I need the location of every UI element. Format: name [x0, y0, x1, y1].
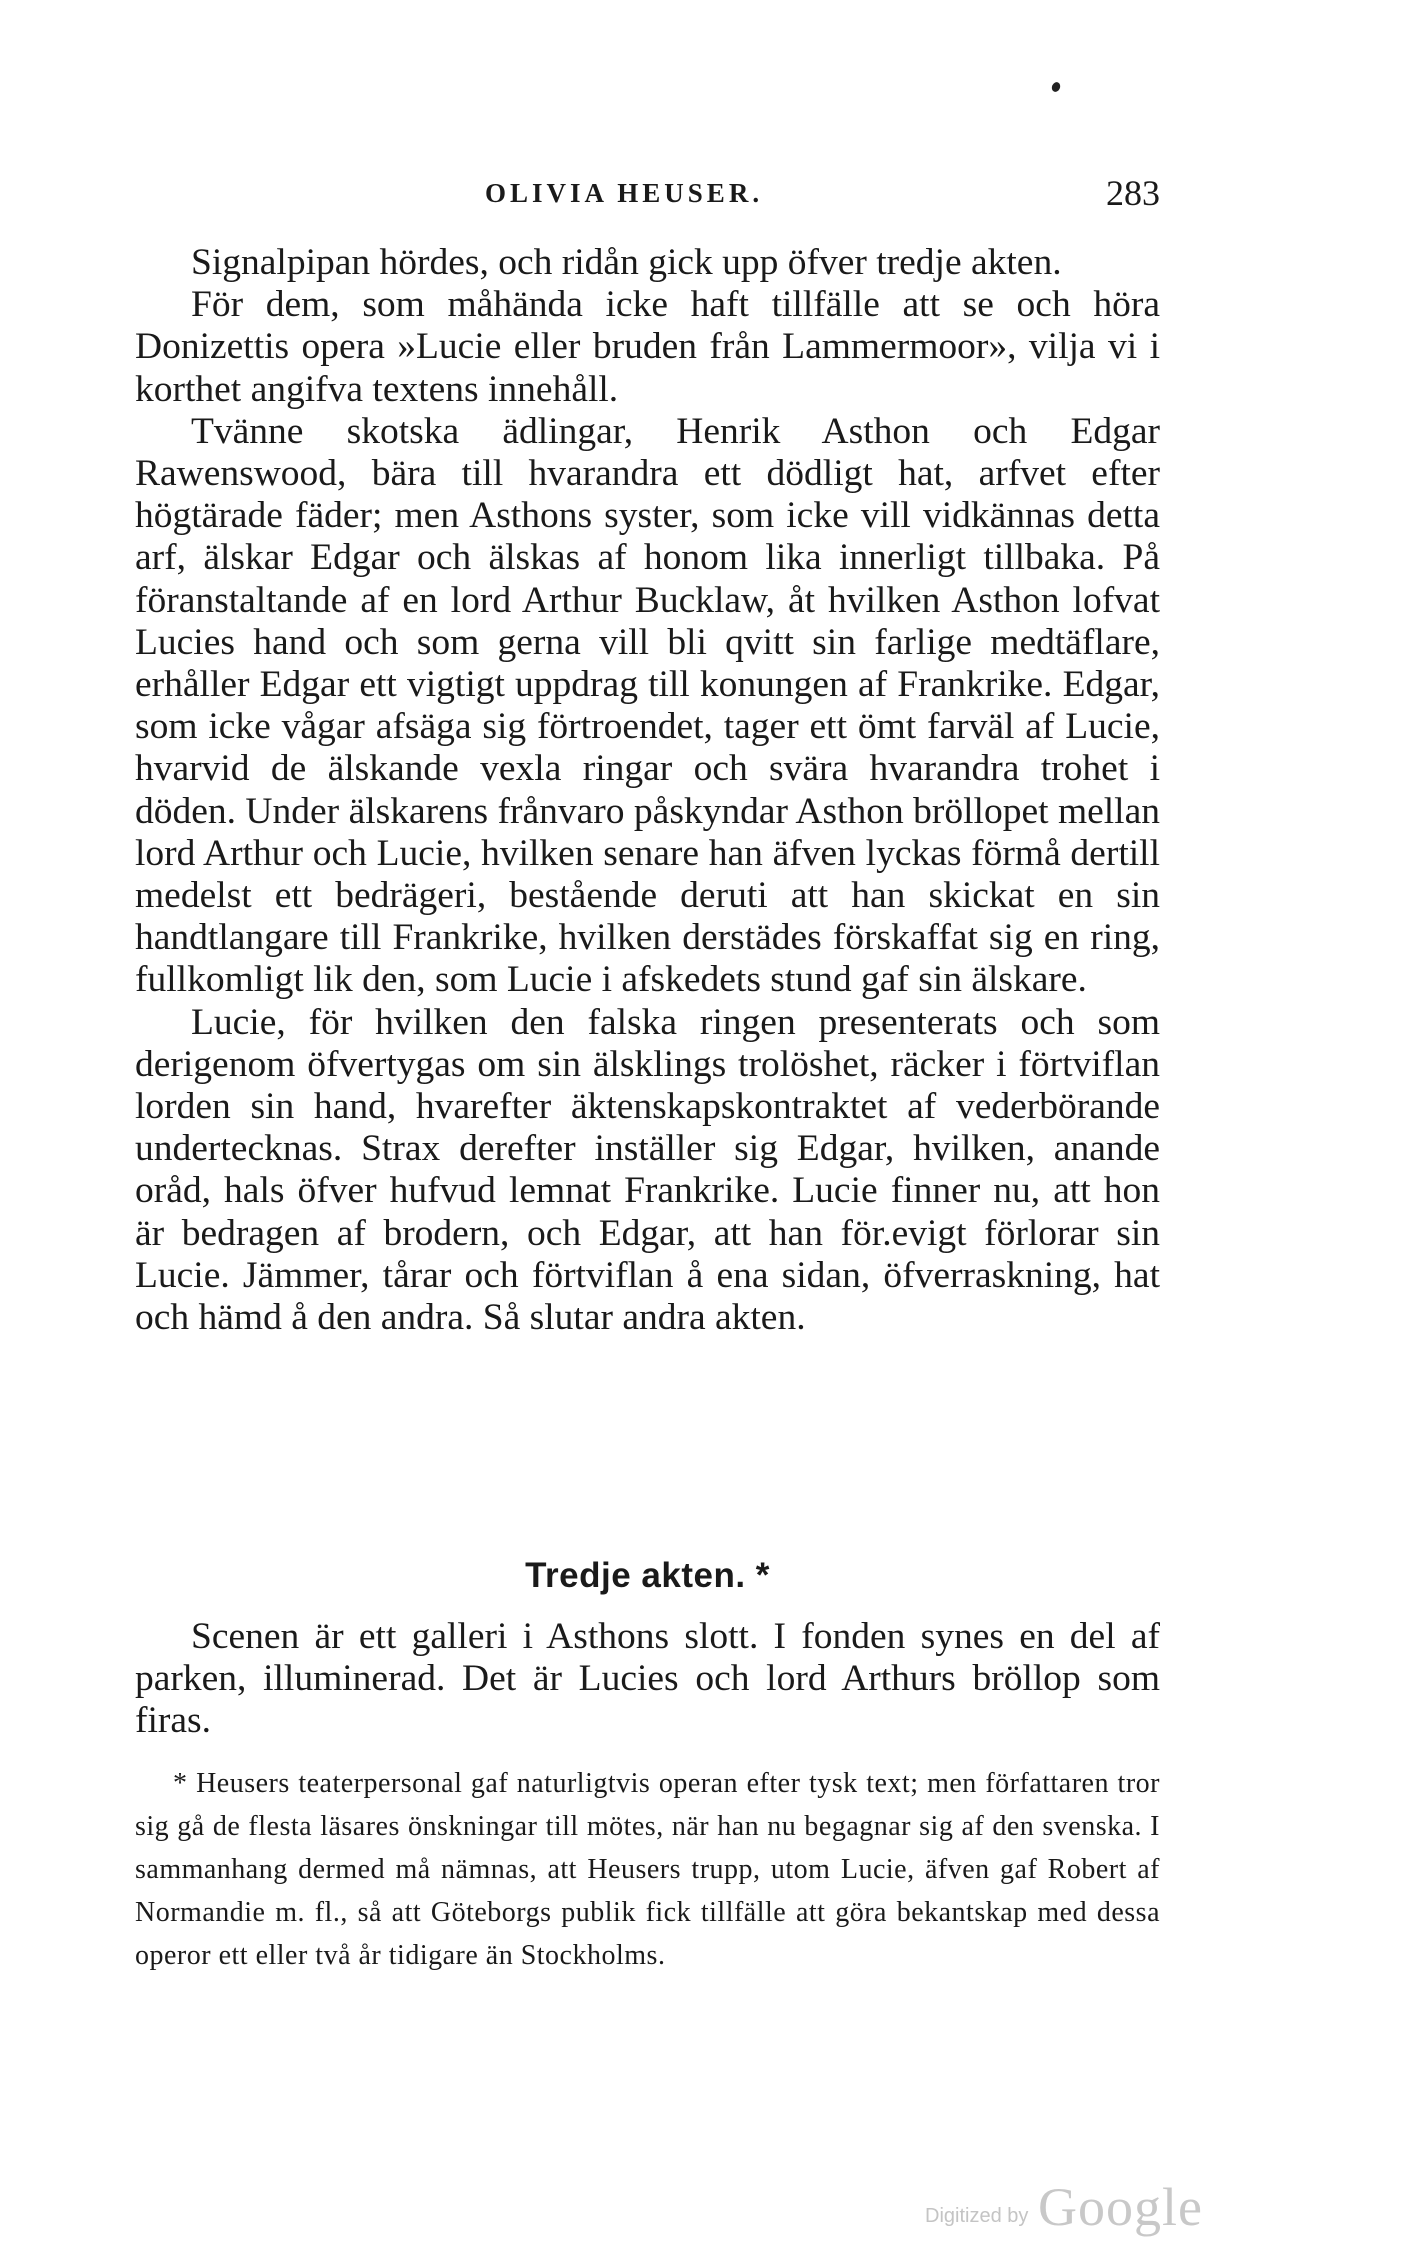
running-title: OLIVIA HEUSER. — [485, 178, 764, 208]
digitized-by-label: Digitized by — [925, 2205, 1029, 2227]
google-watermark — [925, 2178, 1205, 2248]
google-logo: Google — [1038, 2177, 1203, 2237]
paragraph: För dem, som måhända icke haft tillfälle att se och höra Donizettis opera »Lucie eller bruden från Lammermoor», vilja vi i korthet angifva textens innehåll. — [135, 284, 1160, 410]
footnote-text: * Heusers teaterpersonal gaf naturligtvis operan efter tysk text; men författaren tror sig gå de flesta läsares önskningar till mötes, när han nu begagnar sig af den svenska. I sammanhang dermed må nämnas, att Heusers trupp, utom Lucie, äfven gaf Robert af Normandie m. fl., så att Göteborgs publik fick tillfälle att göra bekantskap med dessa operor ett eller två år tidigare än Stockholms. — [135, 1768, 1160, 1971]
scene-text — [135, 1616, 1160, 1743]
paragraph: Signalpipan hördes, och ridån gick upp öfver tredje akten. — [191, 242, 1062, 283]
paragraph: Tvänne skotska ädlingar, Henrik Asthon och Edgar Rawenswood, bära till hvarandra ett dödligt hat, arfvet efter högtärade fäder; men Asthons syster, som icke vill vidkännas detta arf, älskar Edgar och älskas af honom lika innerligt tillbaka. På föranstaltande af en lord Arthur Bucklaw, åt hvilken Asthon lofvat Lucies hand och som gerna vill bli qvitt sin farlige medtäflare, erhåller Edgar ett vigtigt uppdrag till konungen af Frankrike. Edgar, som icke vågar afsäga sig förtroendet, tager ett ömt farväl af Lucie, hvarvid de älskande vexla ringar och svära hvarandra trohet i döden. Under älskarens frånvaro påskyndar Asthon bröllopet mellan lord Arthur och Lucie, hvilken senare han äfven lyckas förmå dertill medelst ett bedrägeri, bestående deruti att han skickat en sin handtlangare till Frankrike, hvilken derstädes förskaffat sig en ring, fullkomligt lik den, som Lucie i afskedets stund gaf sin älskare. — [135, 410, 1160, 1001]
paragraph: Scenen är ett galleri i Asthons slott. I fonden synes en del af parken, illuminerad. Det är Lucies och lord Arthurs bröllop som firas. — [135, 1616, 1160, 1742]
section-heading: Tredje akten. * — [525, 1556, 770, 1595]
paragraph: Lucie, för hvilken den falska ringen presenterats och som derigenom öfvertygas om sin älsklings trolöshet, räcker i förtviflan lorden sin hand, hvarefter äktenskapskontraktet af vederbörande undertecknas. Strax derefter inställer sig Edgar, hvilken, anande oråd, hals öfver hufvud lemnat Frankrike. Lucie finner nu, att hon är bedragen af brodern, och Edgar, att han för.evigt förlorar sin Lucie. Jämmer, tårar och förtviflan å ena sidan, öfverraskning, hat och hämd å den andra. Så slutar andra akten. — [135, 1001, 1160, 1339]
page-number: 283 — [1106, 173, 1160, 213]
footnote — [135, 1762, 1160, 1977]
body-text — [135, 242, 1160, 1339]
running-header — [135, 172, 1160, 220]
ink-speck — [1050, 81, 1061, 93]
